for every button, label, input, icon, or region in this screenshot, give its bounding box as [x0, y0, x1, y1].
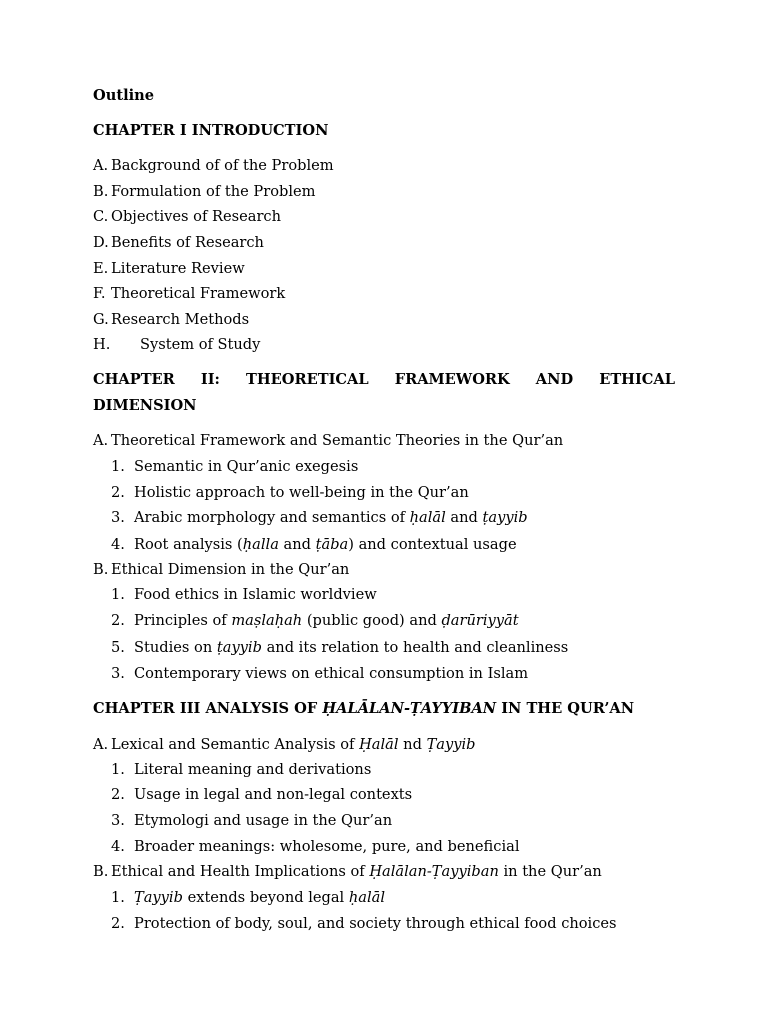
list-item: Semantic in Qur’anic exegesis — [134, 458, 359, 475]
list-item: Theoretical Framework — [111, 285, 286, 302]
list-number: 1. — [111, 889, 125, 906]
list-label: C. — [93, 208, 109, 225]
list-label: A. — [93, 432, 109, 449]
list-item: Background of of the Problem — [111, 157, 334, 174]
section-b-title: Ethical Dimension in the Qur’an — [111, 561, 350, 578]
section-a-title: Theoretical Framework and Semantic Theories in the Qur’an — [111, 432, 564, 449]
list-item: Broader meanings: wholesome, pure, and beneficial — [134, 838, 520, 855]
section-a-title: Lexical and Semantic Analysis of Ḥalāl nd Ṭayyib — [111, 736, 476, 753]
list-label: B. — [93, 183, 109, 200]
outline-title: Outline — [93, 87, 155, 104]
list-item: System of Study — [140, 336, 261, 353]
chapter-2-heading-line1: CHAPTER II: THEORETICAL FRAMEWORK AND ETHICAL — [93, 371, 675, 388]
list-item: Food ethics in Islamic worldview — [134, 586, 377, 603]
list-number: 1. — [111, 458, 125, 475]
chapter-3-heading: CHAPTER III ANALYSIS OF ḤALĀLAN-ṬAYYIBAN IN THE QUR’AN — [93, 700, 635, 717]
list-number: 2. — [111, 612, 125, 629]
list-item: Objectives of Research — [111, 208, 282, 225]
list-item: Etymologi and usage in the Qur’an — [134, 812, 393, 829]
list-number: 4. — [111, 838, 125, 855]
list-number: 5. — [111, 639, 125, 656]
list-label: G. — [93, 311, 109, 328]
list-item: Studies on ṭayyib and its relation to health and cleanliness — [134, 639, 569, 656]
list-item: Usage in legal and non-legal contexts — [134, 786, 413, 803]
list-number: 3. — [111, 665, 125, 682]
chapter-2-heading-line2: DIMENSION — [93, 397, 197, 414]
list-number: 3. — [111, 509, 125, 526]
list-label: B. — [93, 561, 109, 578]
list-label: A. — [93, 736, 109, 753]
list-label: H. — [93, 336, 111, 353]
list-item: Literature Review — [111, 260, 245, 277]
chapter-1-heading: CHAPTER I INTRODUCTION — [93, 122, 329, 139]
list-label: A. — [93, 157, 109, 174]
list-number: 2. — [111, 484, 125, 501]
list-label: B. — [93, 863, 109, 880]
list-number: 2. — [111, 915, 125, 932]
list-number: 1. — [111, 586, 125, 603]
list-number: 2. — [111, 786, 125, 803]
list-item: Benefits of Research — [111, 234, 264, 251]
list-item: Contemporary views on ethical consumption in Islam — [134, 665, 529, 682]
list-item: Literal meaning and derivations — [134, 761, 372, 778]
list-item: Formulation of the Problem — [111, 183, 316, 200]
list-number: 3. — [111, 812, 125, 829]
list-item: Root analysis (ḥalla and ṭāba) and contextual usage — [134, 536, 517, 553]
list-item: Ṭayyib extends beyond legal ḥalāl — [134, 889, 385, 906]
list-label: E. — [93, 260, 109, 277]
list-label: D. — [93, 234, 109, 251]
list-number: 1. — [111, 761, 125, 778]
list-number: 4. — [111, 536, 125, 553]
list-item: Holistic approach to well-being in the Qur’an — [134, 484, 469, 501]
section-b-title: Ethical and Health Implications of Ḥalālan-Ṭayyiban in the Qur’an — [111, 863, 602, 880]
list-item: Arabic morphology and semantics of ḥalāl and ṭayyib — [134, 509, 528, 526]
list-item: Protection of body, soul, and society through ethical food choices — [134, 915, 617, 932]
list-label: F. — [93, 285, 106, 302]
list-item: Research Methods — [111, 311, 250, 328]
list-item: Principles of maṣlaḥah (public good) and ḍarūriyyāt — [134, 612, 519, 629]
